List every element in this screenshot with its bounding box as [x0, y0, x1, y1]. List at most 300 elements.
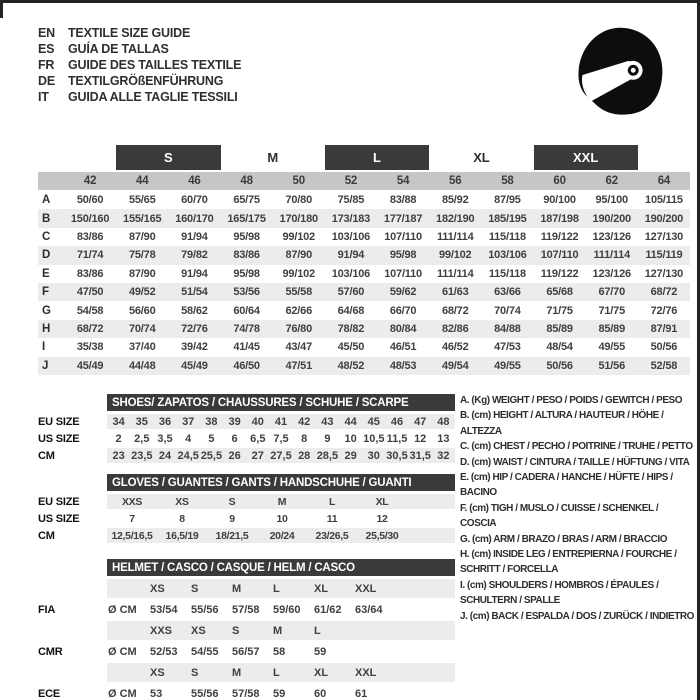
size-value: 23/26,5	[315, 529, 349, 542]
size-value: 30	[367, 449, 380, 462]
helmet-values-row	[38, 684, 455, 700]
size-value: XL	[375, 495, 389, 508]
measurement-value: 119/122	[540, 230, 579, 243]
size-value: 18/21,5	[215, 529, 249, 542]
measurement-value: 80/84	[389, 322, 417, 335]
value-band	[107, 448, 455, 463]
measurement-value: 190/200	[592, 212, 631, 225]
size-value: 38	[205, 415, 218, 428]
measurement-value: 50/56	[546, 359, 573, 372]
size-value: 23,5	[131, 449, 153, 462]
measurement-value: 103/106	[488, 249, 527, 262]
size-number: 62	[605, 175, 618, 187]
measurement-value: 66/70	[389, 304, 417, 317]
size-value: L	[328, 495, 336, 508]
measurement-value: 87/90	[128, 230, 156, 243]
legend-item: D. (cm) WAIST / CINTURA / TAILLE / HÜFTUNG / VITA	[460, 456, 690, 468]
size-group-label: XXL	[534, 145, 638, 170]
size-value: 29	[344, 449, 357, 462]
size-value: 8	[301, 432, 308, 445]
measurement-value: 51/54	[181, 286, 208, 299]
size-value: 12	[414, 432, 427, 445]
legend-item: A. (Kg) WEIGHT / PESO / POIDS / GEWITCH / PESO	[460, 395, 683, 406]
helmet-size-value: 59/60	[273, 603, 301, 616]
legend-item: J. (cm) BACK / ESPALDA / DOS / ZURÜCK / INDIETRO	[460, 610, 694, 622]
size-value: 9	[324, 432, 331, 445]
language-row	[38, 25, 241, 41]
measurement-value: 177/187	[383, 212, 423, 225]
measurement-value: 59/62	[389, 286, 417, 299]
legend-item: H. (cm) INSIDE LEG / ENTREPIERNA / FOURCHE / SCHRITT / FORCELLA	[460, 549, 677, 576]
size-value: 16,5/19	[165, 529, 199, 542]
helmet-size-letter: XXS	[150, 624, 173, 637]
size-value: 31,5	[409, 449, 431, 462]
measurement-value: 115/118	[488, 267, 526, 280]
measurement-row	[38, 283, 690, 301]
size-value: 28	[298, 449, 311, 462]
size-value: 10,5	[363, 432, 385, 445]
size-value: 36	[158, 415, 172, 428]
measurement-value: 95/98	[389, 249, 417, 262]
language-title-list	[38, 25, 241, 105]
helmet-size-value: 59	[273, 687, 286, 700]
measurement-value: 61/63	[441, 286, 469, 299]
size-value: 9	[229, 512, 235, 525]
measurement-value: 65/75	[233, 194, 260, 207]
legend-item: I. (cm) SHOULDERS / HOMBROS / ÉPAULES / SCHULTERN / SPALLE	[460, 579, 659, 607]
measurement-value: 48/52	[337, 359, 365, 372]
size-number: 58	[501, 175, 514, 187]
size-value: XS	[175, 495, 189, 508]
size-value: 43	[321, 415, 334, 428]
measurement-value: 85/89	[598, 322, 625, 335]
measurement-value: 91/94	[181, 267, 208, 280]
language-code: IT	[38, 90, 49, 104]
size-value: 5	[208, 432, 215, 445]
gloves-section-title: GLOVES / GUANTES / GANTS / HANDSCHUHE / GUANTI	[107, 474, 455, 491]
size-value: 8	[179, 512, 185, 525]
measurement-value: 45/50	[337, 341, 365, 354]
helmet-size-value: 56/57	[232, 645, 260, 658]
row-label-spacer	[38, 621, 107, 640]
legend-item: B. (cm) HEIGHT / ALTURA / HAUTEUR / HÖHE / ALTEZZA	[460, 410, 664, 437]
measurement-value: 173/183	[331, 212, 371, 225]
measurement-value: 85/89	[546, 322, 573, 335]
values-band	[107, 684, 455, 700]
size-value: 7	[129, 512, 135, 525]
measurement-value: 63/66	[494, 286, 521, 299]
measurement-value: 52/58	[650, 359, 678, 372]
size-value: 35	[135, 415, 148, 428]
measurement-value: 72/76	[650, 304, 678, 317]
helmet-size-letter: S	[191, 582, 199, 595]
measurement-value: 46/51	[389, 341, 417, 354]
measurement-value: 50/56	[650, 341, 678, 354]
measurement-value: 60/64	[233, 304, 260, 317]
measurement-value: 105/115	[645, 194, 683, 207]
measurement-value: 49/54	[441, 359, 469, 372]
size-value: XXS	[121, 495, 143, 508]
measurement-value: 87/90	[285, 249, 312, 262]
size-value: 39	[228, 415, 241, 428]
measurement-value: 37/40	[128, 341, 156, 354]
helmet-sizes-row	[38, 663, 455, 682]
measurement-value: 68/72	[76, 322, 104, 335]
size-value: 2	[115, 432, 122, 445]
helmet-size-value: 57/58	[232, 687, 260, 700]
measurement-value: 48/54	[546, 341, 573, 354]
measurement-value: 103/106	[331, 230, 371, 243]
measurement-value: 56/60	[128, 304, 156, 317]
measurement-value: 91/94	[337, 249, 365, 262]
shoes-size-table	[38, 394, 455, 465]
size-value: 41	[274, 415, 288, 428]
values-band	[107, 600, 455, 619]
measurement-value: 47/51	[285, 359, 312, 372]
measurement-value: 123/126	[592, 230, 631, 243]
size-number: 50	[292, 175, 305, 187]
size-value: 25,5/30	[365, 529, 399, 542]
size-group-header-row	[38, 145, 690, 170]
measurement-value: 107/110	[384, 230, 422, 243]
measurement-row	[38, 191, 690, 209]
size-number: 52	[344, 175, 358, 187]
helmet-size-letter: S	[232, 624, 240, 637]
measurement-value: 187/198	[540, 212, 579, 225]
measurement-value: 57/60	[337, 286, 365, 299]
size-value: 13	[437, 432, 450, 445]
measurement-row	[38, 301, 690, 319]
row-letter: A	[42, 194, 51, 207]
measurement-value: 165/175	[227, 212, 266, 225]
size-number: 54	[396, 175, 410, 187]
size-number: 42	[83, 175, 97, 187]
language-row	[38, 57, 241, 73]
helmet-size-value: 60	[314, 687, 327, 700]
row-label-spacer	[38, 579, 107, 598]
size-number: 46	[188, 175, 201, 187]
size-value: 11,5	[386, 432, 408, 445]
standard-label: CMR	[38, 645, 63, 658]
row-label: CM	[38, 529, 55, 542]
size-value: 4	[185, 432, 192, 445]
measurement-value: 79/82	[181, 249, 208, 262]
row-label: CM	[38, 449, 55, 462]
row-label: US SIZE	[38, 432, 80, 445]
measurement-value: 41/45	[233, 341, 260, 354]
size-group-label: M	[267, 150, 278, 165]
measurement-row	[38, 357, 690, 375]
measurement-row	[38, 265, 690, 283]
measurement-value: 127/130	[644, 267, 684, 280]
measurement-value: 85/92	[441, 194, 469, 207]
unit-label: Ø CM	[108, 603, 137, 616]
helmet-values-row	[38, 600, 455, 619]
unit-label: Ø CM	[108, 687, 137, 700]
measurement-value: 111/114	[436, 230, 474, 243]
helmet-size-letter: M	[232, 582, 242, 595]
shoes-section-title: SHOES/ ZAPATOS / CHAUSSURES / SCHUHE / SCARPE	[107, 394, 455, 411]
measurement-value: 39/42	[181, 341, 208, 354]
measurement-value: 67/70	[598, 286, 625, 299]
measurement-value: 70/80	[285, 194, 312, 207]
helmet-size-letter: S	[191, 666, 199, 679]
row-letter: E	[42, 267, 50, 280]
table-row	[38, 414, 455, 429]
measurement-value: 87/95	[494, 194, 521, 207]
size-value: 23	[112, 449, 125, 462]
measurement-value: 90/100	[543, 194, 576, 207]
size-number: 60	[553, 175, 566, 187]
measurement-value: 72/76	[181, 322, 208, 335]
measurement-value: 83/86	[233, 249, 260, 262]
measurement-row	[38, 228, 690, 246]
size-value: 32	[437, 449, 450, 462]
measurement-value: 70/74	[494, 304, 521, 317]
measurement-value: 182/190	[436, 212, 475, 225]
helmet-icon	[574, 23, 668, 127]
language-code: DE	[38, 74, 55, 88]
measurement-value: 103/106	[331, 267, 371, 280]
language-code: FR	[38, 58, 55, 72]
value-band	[107, 511, 455, 526]
size-number: 56	[449, 175, 462, 187]
helmet-size-value: 58	[273, 645, 286, 658]
guide-title-text: TEXTILE SIZE GUIDE	[68, 26, 191, 40]
helmet-size-value: 63/64	[355, 603, 383, 616]
size-number: 44	[136, 175, 149, 187]
measurement-value: 170/180	[279, 212, 318, 225]
measurement-value: 115/119	[645, 249, 683, 262]
measurement-value: 62/66	[285, 304, 312, 317]
size-value: 2,5	[134, 432, 150, 445]
helmet-size-letter: M	[232, 666, 242, 679]
helmet-size-letter: XS	[191, 624, 206, 637]
size-group-label: L	[325, 145, 429, 170]
measurement-value: 76/80	[285, 322, 312, 335]
value-band	[107, 528, 455, 543]
measurement-value: 83/86	[76, 230, 104, 243]
size-value: 26	[228, 449, 241, 462]
measurement-value: 68/72	[650, 286, 678, 299]
measurement-value: 111/114	[436, 267, 474, 280]
helmet-size-letter	[354, 621, 395, 640]
size-value: 28,5	[316, 449, 339, 462]
helmet-size-letter: XXL	[355, 582, 377, 595]
measurement-value: 58/62	[181, 304, 208, 317]
size-value: 12,5/16,5	[111, 529, 153, 542]
size-number: 64	[657, 175, 671, 187]
measurement-value: 99/102	[282, 230, 315, 243]
sizes-band	[107, 621, 455, 640]
measurement-value: 60/70	[181, 194, 208, 207]
measurement-value: 78/82	[337, 322, 365, 335]
size-value: 10	[344, 432, 357, 445]
language-code: EN	[38, 26, 55, 40]
size-group-label: S	[116, 145, 220, 170]
row-label: US SIZE	[38, 512, 80, 525]
language-row	[38, 89, 241, 105]
language-row	[38, 73, 241, 89]
size-value: M	[277, 495, 287, 508]
size-value: 20/24	[269, 529, 295, 542]
measurement-value: 155/165	[123, 212, 162, 225]
measurement-value: 71/75	[546, 304, 573, 317]
helmet-section-title: HELMET / CASCO / CASQUE / HELM / CASCO	[107, 559, 455, 576]
measurement-value: 119/122	[540, 267, 579, 280]
size-value: 11	[326, 512, 338, 525]
measurement-value: 87/91	[650, 322, 678, 335]
measurement-value: 71/75	[598, 304, 625, 317]
measurement-value: 70/74	[128, 322, 156, 335]
measurement-row	[38, 209, 690, 227]
size-value: 45	[367, 415, 380, 428]
size-value: S	[228, 495, 236, 508]
table-row	[38, 448, 455, 463]
measurement-row	[38, 320, 690, 338]
helmet-size-value: 54/55	[191, 645, 219, 658]
size-number-row	[38, 172, 690, 190]
measurement-value: 99/102	[439, 249, 472, 262]
table-row	[38, 511, 455, 526]
helmet-size-value: 53/54	[150, 603, 178, 616]
helmet-size-value: 53	[150, 687, 163, 700]
row-letter: B	[42, 212, 51, 225]
size-value: 37	[182, 415, 195, 428]
table-row	[38, 431, 455, 446]
size-value: 3,5	[157, 432, 173, 445]
guide-title-text: TEXTILGRÖßENFÜHRUNG	[68, 74, 224, 88]
size-value: 6	[231, 432, 238, 445]
size-value: 34	[112, 415, 125, 428]
helmet-size-value: 61/62	[314, 603, 342, 616]
size-value: 30,5	[386, 449, 408, 462]
measurement-legend	[460, 393, 696, 624]
measurement-value: 51/56	[598, 359, 625, 372]
measurement-value: 44/48	[128, 359, 156, 372]
measurement-value: 71/74	[76, 249, 104, 262]
unit-label: Ø CM	[108, 645, 137, 658]
size-value: 7,5	[273, 432, 289, 445]
helmet-size-letter: XL	[314, 666, 329, 679]
measurement-value: 123/126	[592, 267, 631, 280]
measurement-value: 95/98	[233, 230, 260, 243]
standard-label: FIA	[38, 603, 56, 616]
table-row	[38, 528, 455, 543]
measurement-value: 48/53	[389, 359, 417, 372]
language-row	[38, 41, 241, 57]
row-label: EU SIZE	[38, 495, 80, 508]
measurement-value: 65/68	[546, 286, 573, 299]
helmet-size-value: 52/53	[150, 645, 178, 658]
helmet-size-letter: XS	[150, 582, 165, 595]
size-value: 24,5	[177, 449, 199, 462]
measurement-value: 115/118	[488, 230, 526, 243]
measurement-value: 127/130	[644, 230, 684, 243]
measurement-value: 150/160	[70, 212, 110, 225]
measurement-value: 185/195	[488, 212, 527, 225]
measurement-value: 49/55	[494, 359, 521, 372]
helmet-values-row	[38, 642, 455, 661]
sizes-band	[107, 663, 455, 682]
textile-size-table	[38, 145, 690, 375]
measurement-value: 46/52	[441, 341, 469, 354]
size-value: 48	[437, 415, 450, 428]
legend-item: C. (cm) CHEST / PECHO / POITRINE / TRUHE / PETTO	[460, 441, 693, 453]
measurement-value: 43/47	[285, 341, 312, 354]
measurement-value: 47/50	[76, 286, 104, 299]
measurement-value: 95/98	[233, 267, 260, 280]
measurement-value: 45/49	[181, 359, 208, 372]
size-value: 6,5	[250, 432, 266, 445]
helmet-size-letter: XS	[150, 666, 165, 679]
helmet-size-letter: M	[273, 624, 283, 637]
unit-spacer	[107, 579, 149, 598]
helmet-size-value: 55/56	[191, 687, 219, 700]
size-group-label: XL	[473, 150, 490, 165]
legend-item: E. (cm) HIP / CADERA / HANCHE / HÜFTE / HIPS / BACINO	[460, 472, 673, 499]
row-label-spacer	[38, 663, 107, 682]
row-letter: I	[42, 341, 45, 354]
measurement-value: 87/90	[128, 267, 156, 280]
size-value: 47	[414, 415, 427, 428]
language-code: ES	[38, 42, 55, 56]
value-band	[107, 414, 455, 429]
measurement-value: 53/56	[233, 286, 260, 299]
measurement-value: 107/110	[540, 249, 579, 262]
measurement-value: 91/94	[181, 230, 208, 243]
row-letter: G	[42, 304, 51, 317]
size-value: 24	[158, 449, 172, 462]
measurement-value: 55/58	[285, 286, 312, 299]
sizes-band	[107, 579, 455, 598]
helmet-sizes-row	[38, 621, 455, 640]
measurement-value: 45/49	[76, 359, 104, 372]
measurement-value: 84/88	[494, 322, 521, 335]
guide-title-text: GUIDE DES TAILLES TEXTILE	[68, 58, 242, 72]
value-band	[107, 494, 455, 509]
row-letter: H	[42, 322, 51, 335]
size-value: 27,5	[270, 449, 292, 462]
legend-item: G. (cm) ARM / BRAZO / BRAS / ARM / BRACCIO	[460, 533, 668, 545]
helmet-size-value: 59	[314, 645, 327, 658]
measurement-value: 190/200	[644, 212, 684, 225]
helmet-size-value: 55/56	[191, 603, 219, 616]
gloves-size-table	[38, 474, 455, 545]
size-value: 25,5	[200, 449, 223, 462]
measurement-value: 75/85	[337, 194, 365, 207]
helmet-size-value	[354, 642, 395, 661]
measurement-row	[38, 246, 690, 264]
size-value: 42	[298, 415, 311, 428]
measurement-value: 107/110	[384, 267, 422, 280]
size-number: 48	[240, 175, 253, 187]
size-value: 10	[276, 512, 288, 525]
unit-spacer	[107, 663, 149, 682]
row-letter: D	[42, 249, 51, 262]
measurement-value: 75/78	[128, 249, 156, 262]
row-letter: C	[42, 230, 51, 243]
helmet-size-value: 61	[355, 687, 368, 700]
helmet-size-value: 57/58	[232, 603, 260, 616]
measurement-value: 49/55	[598, 341, 625, 354]
measurement-row	[38, 338, 690, 356]
row-letter: F	[42, 286, 49, 299]
guide-title-text: GUIDA ALLE TAGLIE TESSILI	[68, 90, 238, 104]
guide-title-text: GUÍA DE TALLAS	[68, 42, 169, 56]
standard-label: ECE	[38, 687, 61, 700]
row-label-spacer	[38, 172, 64, 190]
